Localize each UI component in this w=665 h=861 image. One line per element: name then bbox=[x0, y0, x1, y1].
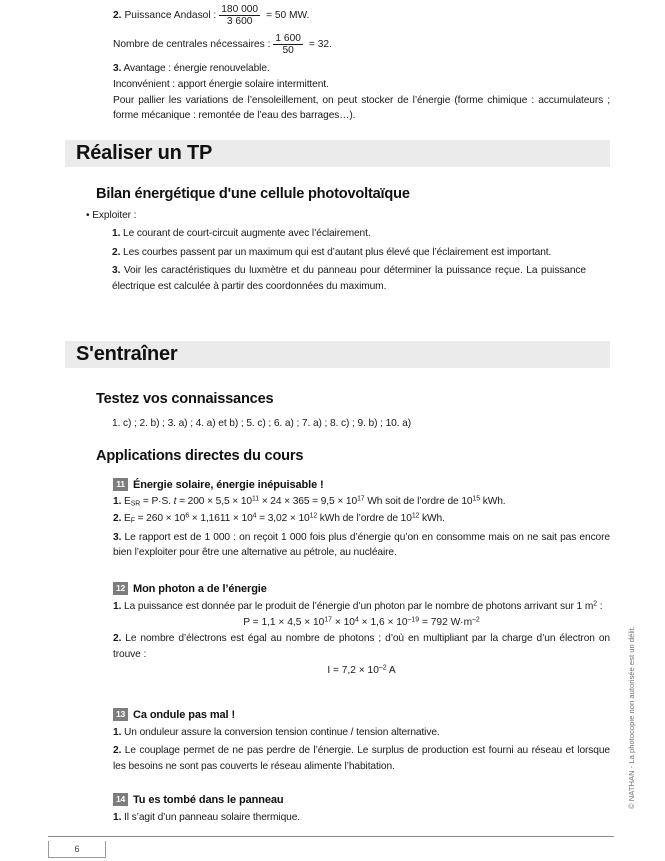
footer-divider bbox=[48, 836, 614, 837]
answer-3-stockage: Pour pallier les variations de l’ensoleillement, on peut stocker de l’énergie (forme chimique : accumulateurs ; forme mécanique : remontée de l’eau des barrages…). bbox=[113, 94, 610, 122]
answer-2-number: 2. bbox=[113, 9, 122, 21]
answer-number: 2. bbox=[113, 513, 122, 525]
answer-text: Le couplage permet de ne pas perdre de l’énergie. Le surplus de production est fourni au réseau et lorsque les besoins ne sont pas couverts le réseau alimente l’habitation. bbox=[113, 745, 611, 772]
tp-answer-1 bbox=[112, 226, 586, 241]
section-banner-sentrainer bbox=[65, 341, 610, 368]
equation-intensite: $I = 7,2 \times 10^{-2}$ A bbox=[327, 664, 396, 677]
exercise-12 bbox=[113, 582, 610, 678]
fraction-denominator: 50 bbox=[273, 44, 303, 56]
exercise-13-answer-1 bbox=[113, 725, 610, 740]
exercise-14-header bbox=[113, 793, 610, 806]
quiz-answers-block bbox=[112, 416, 612, 431]
exercise-14 bbox=[113, 793, 610, 825]
answer-item-3-line bbox=[113, 61, 613, 76]
exercise-13-answer-2 bbox=[113, 743, 610, 774]
exercise-12-header bbox=[113, 582, 610, 595]
tp-bullet-exploiter: • Exploiter : bbox=[86, 210, 137, 221]
answer-text: Le nombre d’électrons est égal au nombre de photons ; d’où en multipliant par la charge d’un électron on trouve : bbox=[113, 633, 610, 660]
fraction-1600-over-50 bbox=[273, 33, 303, 56]
section-banner-realiser-un-tp bbox=[65, 140, 610, 167]
answer-3-text: Avantage : énergie renouvelable. bbox=[123, 63, 270, 74]
tp-answer-3 bbox=[112, 263, 586, 294]
exercise-number-chip: 14 bbox=[113, 793, 128, 806]
answer-number: 2. bbox=[113, 745, 122, 757]
top-answer-block bbox=[113, 2, 613, 124]
tp-answer-2-number: 2. bbox=[112, 246, 121, 258]
fraction-numerator: 1 600 bbox=[275, 32, 301, 44]
answer-number: 1. bbox=[113, 727, 122, 738]
answer-2-label: Puissance Andasol : bbox=[124, 9, 217, 21]
quiz-answers-line: 1. c) ; 2. b) ; 3. a) ; 4. a) et b) ; 5. c) ; 6. a) ; 7. a) ; 8. c) ; 9. b) ; 10. a) bbox=[112, 418, 412, 429]
banner-title: Réaliser un TP bbox=[76, 142, 213, 164]
heading-testez-vos-connaissances: Testez vos connaissances bbox=[96, 391, 274, 407]
fraction-denominator: 3 600 bbox=[219, 15, 260, 27]
exercise-11-answer-1 bbox=[113, 494, 610, 509]
exercise-11 bbox=[113, 478, 610, 561]
tp-answer-2-text: Les courbes passent par un maximum qui est d’autant plus élevé que l’éclairement est important. bbox=[123, 246, 552, 258]
answer-text: $E_{SR} = P\cdot S$. $t = 200 \times 5,5 \times 10^{11} \times 24 \times 365 = 9,5 \times 10^{17}$ Wh soit de l’ordre de $10^{15}$ kWh. bbox=[124, 495, 506, 508]
heading-applications-directes: Applications directes du cours bbox=[96, 448, 304, 464]
exercise-title: Ca ondule pas mal ! bbox=[133, 708, 236, 721]
answer-text: Le rapport est de 1 000 : on reçoit 1 000 fois plus d’énergie qu’on en consomme mais on ne sait pas encore bien l’exploiter pour être une alternative au pétrole, au nucléaire. bbox=[113, 531, 610, 559]
tp-answer-2 bbox=[112, 245, 586, 260]
answer-3-inconvenient: Inconvénient : apport énergie solaire intermittent. bbox=[113, 78, 329, 90]
exercise-title: Énergie solaire, énergie inépuisable ! bbox=[133, 478, 324, 491]
answer-centrales-line bbox=[113, 31, 613, 57]
exercise-11-header bbox=[113, 478, 610, 491]
answer-text: La puissance est donnée par le produit de l’énergie d’un photon par le nombre de photons arrivant sur 1 $m^2$ : bbox=[124, 600, 603, 612]
page-number: 6 bbox=[48, 841, 106, 858]
answer-text: Un onduleur assure la conversion tension continue / tension alternative. bbox=[124, 727, 440, 738]
centrales-result: = 32. bbox=[308, 38, 332, 50]
answer-2-result: = 50 MW. bbox=[266, 9, 310, 21]
exercise-title: Mon photon a de l’énergie bbox=[133, 582, 267, 595]
exercise-number-chip: 12 bbox=[113, 582, 128, 595]
exercise-11-answer-2 bbox=[113, 511, 610, 526]
exercise-number-chip: 11 bbox=[113, 478, 128, 491]
exercise-11-answer-3 bbox=[113, 530, 610, 561]
answer-number: 3. bbox=[113, 531, 122, 543]
tp-answer-3-number: 3. bbox=[112, 265, 121, 277]
answer-number: 1. bbox=[113, 496, 122, 507]
answer-text: Il s’agit d’un panneau solaire thermique. bbox=[124, 812, 301, 823]
answer-text: $E_F = 260 \times 10^6 \times 1,1611 \times 10^4 = 3,02 \times 10^{12}$ kWh de l’ordre de $10^{12}$ kWh. bbox=[124, 513, 445, 525]
exercise-title: Tu es tombé dans le panneau bbox=[133, 793, 284, 806]
exercise-13-header bbox=[113, 708, 610, 721]
tp-exploiter-block bbox=[86, 208, 586, 294]
fraction-180000-over-3600 bbox=[219, 4, 260, 27]
exercise-12-answer-2 bbox=[113, 631, 610, 662]
fraction-numerator: 180 000 bbox=[221, 3, 259, 15]
answer-3-number: 3. bbox=[113, 63, 122, 74]
answer-number: 1. bbox=[113, 601, 122, 612]
exercise-13 bbox=[113, 708, 610, 774]
exercise-14-answer-1 bbox=[113, 810, 610, 825]
answer-item-2-line bbox=[113, 2, 613, 28]
tp-answer-1-number: 1. bbox=[112, 228, 121, 240]
answer-number: 1. bbox=[113, 812, 122, 823]
exercise-number-chip: 13 bbox=[113, 708, 128, 721]
tp-answer-1-text: Le courant de court-circuit augmente avec l’éclairement. bbox=[123, 228, 371, 240]
heading-bilan-energetique: Bilan énergétique d'une cellule photovoltaïque bbox=[96, 186, 410, 202]
banner-title: S'entraîner bbox=[76, 343, 178, 365]
exercise-12-answer-1 bbox=[113, 599, 610, 614]
centrales-label: Nombre de centrales nécessaires : bbox=[113, 38, 271, 50]
copyright-notice: © NATHAN - La photocopie non autorisée est un délit. bbox=[627, 626, 636, 809]
tp-answer-3-text: Voir les caractéristiques du luxmètre et du panneau pour déterminer la puissance reçue. La puissance électrique est calculée à partir des coordonnées du maximum. bbox=[112, 265, 586, 292]
answer-number: 2. bbox=[113, 633, 122, 645]
equation-puissance: $P = 1,1 \times 4,5 \times 10^{17} \times 10^4 \times 1,6 \times 10^{-19} = 792$ $W\cdot m^{-2}$ bbox=[243, 617, 480, 629]
